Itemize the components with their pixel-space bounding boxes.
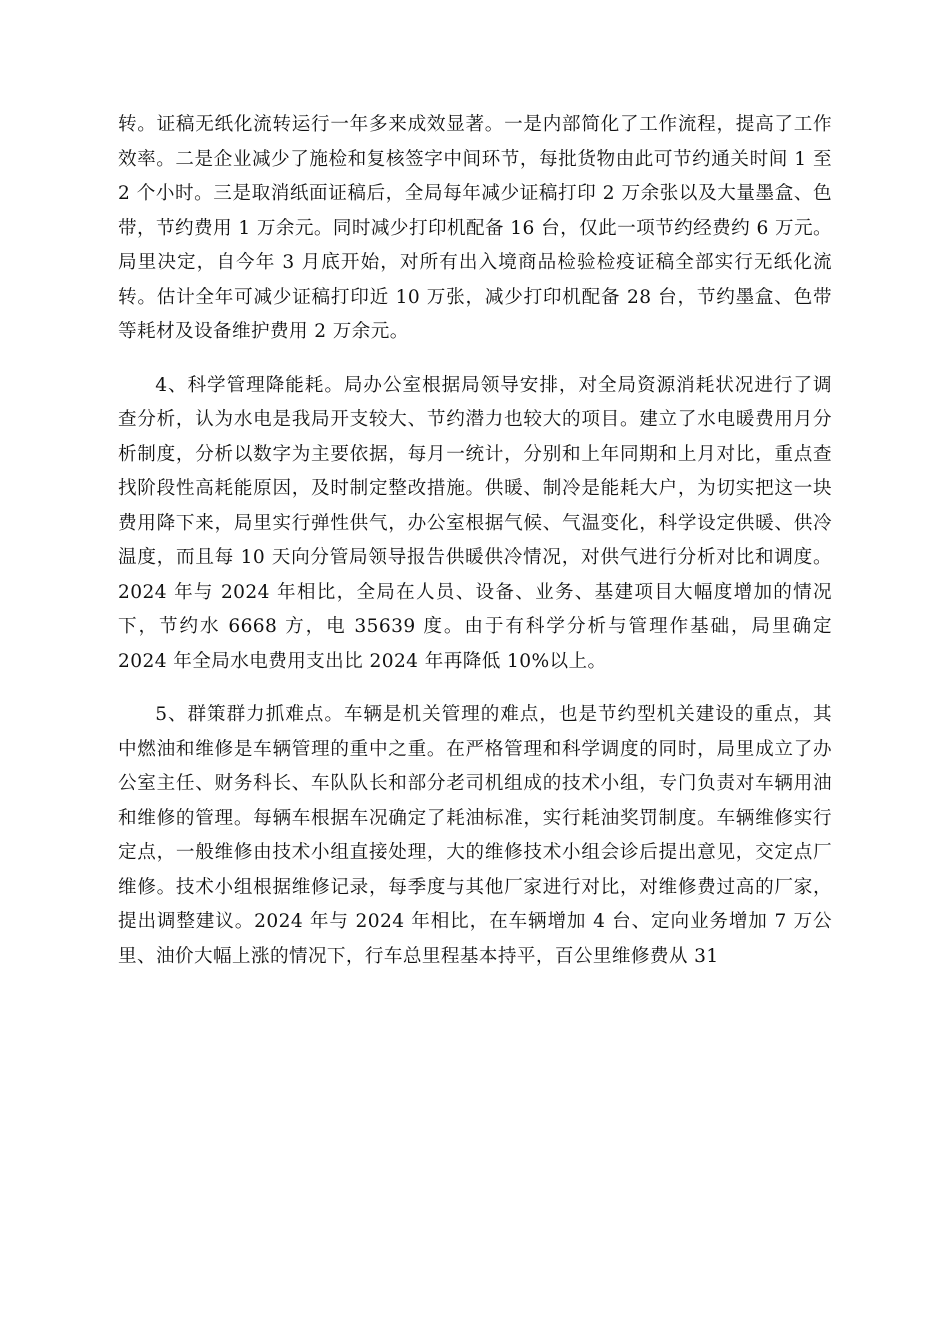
paragraph-vehicle-management: 5、群策群力抓难点。车辆是机关管理的难点，也是节约型机关建设的重点，其中燃油和维修是车辆管理的重中之重。在严格管理和科学调度的同时，局里成立了办公室主任、财务科长、车队队长和部分老司机组成的技术小组，专门负责对车辆用油和维修的管理。每辆车根据车况确定了耗油标准，实行耗油奖罚制度。车辆维修实行定点，一般维修由技术小组直接处理，大的维修技术小组会诊后提出意见，交定点厂维修。技术小组根据维修记录，每季度与其他厂家进行对比，对维修费过高的厂家，提出调整建议。2024 年与 2024 年相比，在车辆增加 4 台、定向业务增加 7 万公里、油价大幅上涨的情况下，行车总里程基本持平，百公里维修费从 31: [118, 704, 832, 967]
document-body: [118, 108, 832, 974]
paragraph-continuation: 转。证稿无纸化流转运行一年多来成效显著。一是内部简化了工作流程，提高了工作效率。二是企业减少了施检和复核签字中间环节，每批货物由此可节约通关时间 1 至 2 个小时。三是取消纸面证稿后，全局每年减少证稿打印 2 万余张以及大量墨盒、色带，节约费用 1 万余元。同时减少打印机配备 16 台，仅此一项节约经费约 6 万元。局里决定，自今年 3 月底开始，对所有出入境商品检验检疫证稿全部实行无纸化流转。估计全年可减少证稿打印近 10 万张，减少打印机配备 28 台，节约墨盒、色带等耗材及设备维护费用 2 万余元。: [118, 114, 832, 342]
paragraph-energy-management: 4、科学管理降能耗。局办公室根据局领导安排，对全局资源消耗状况进行了调查分析，认为水电是我局开支较大、节约潜力也较大的项目。建立了水电暖费用月分析制度，分析以数字为主要依据，每月一统计，分别和上年同期和上月对比，重点查找阶段性高耗能原因，及时制定整改措施。供暖、制冷是能耗大户，为切实把这一块费用降下来，局里实行弹性供气，办公室根据气候、气温变化，科学设定供暖、供冷温度，而且每 10 天向分管局领导报告供暖供冷情况，对供气进行分析对比和调度。2024 年与 2024 年相比，全局在人员、设备、业务、基建项目大幅度增加的情况下，节约水 6668 方，电 35639 度。由于有科学分析与管理作基础，局里确定 2024 年全局水电费用支出比 2024 年再降低 10%以上。: [118, 374, 832, 672]
